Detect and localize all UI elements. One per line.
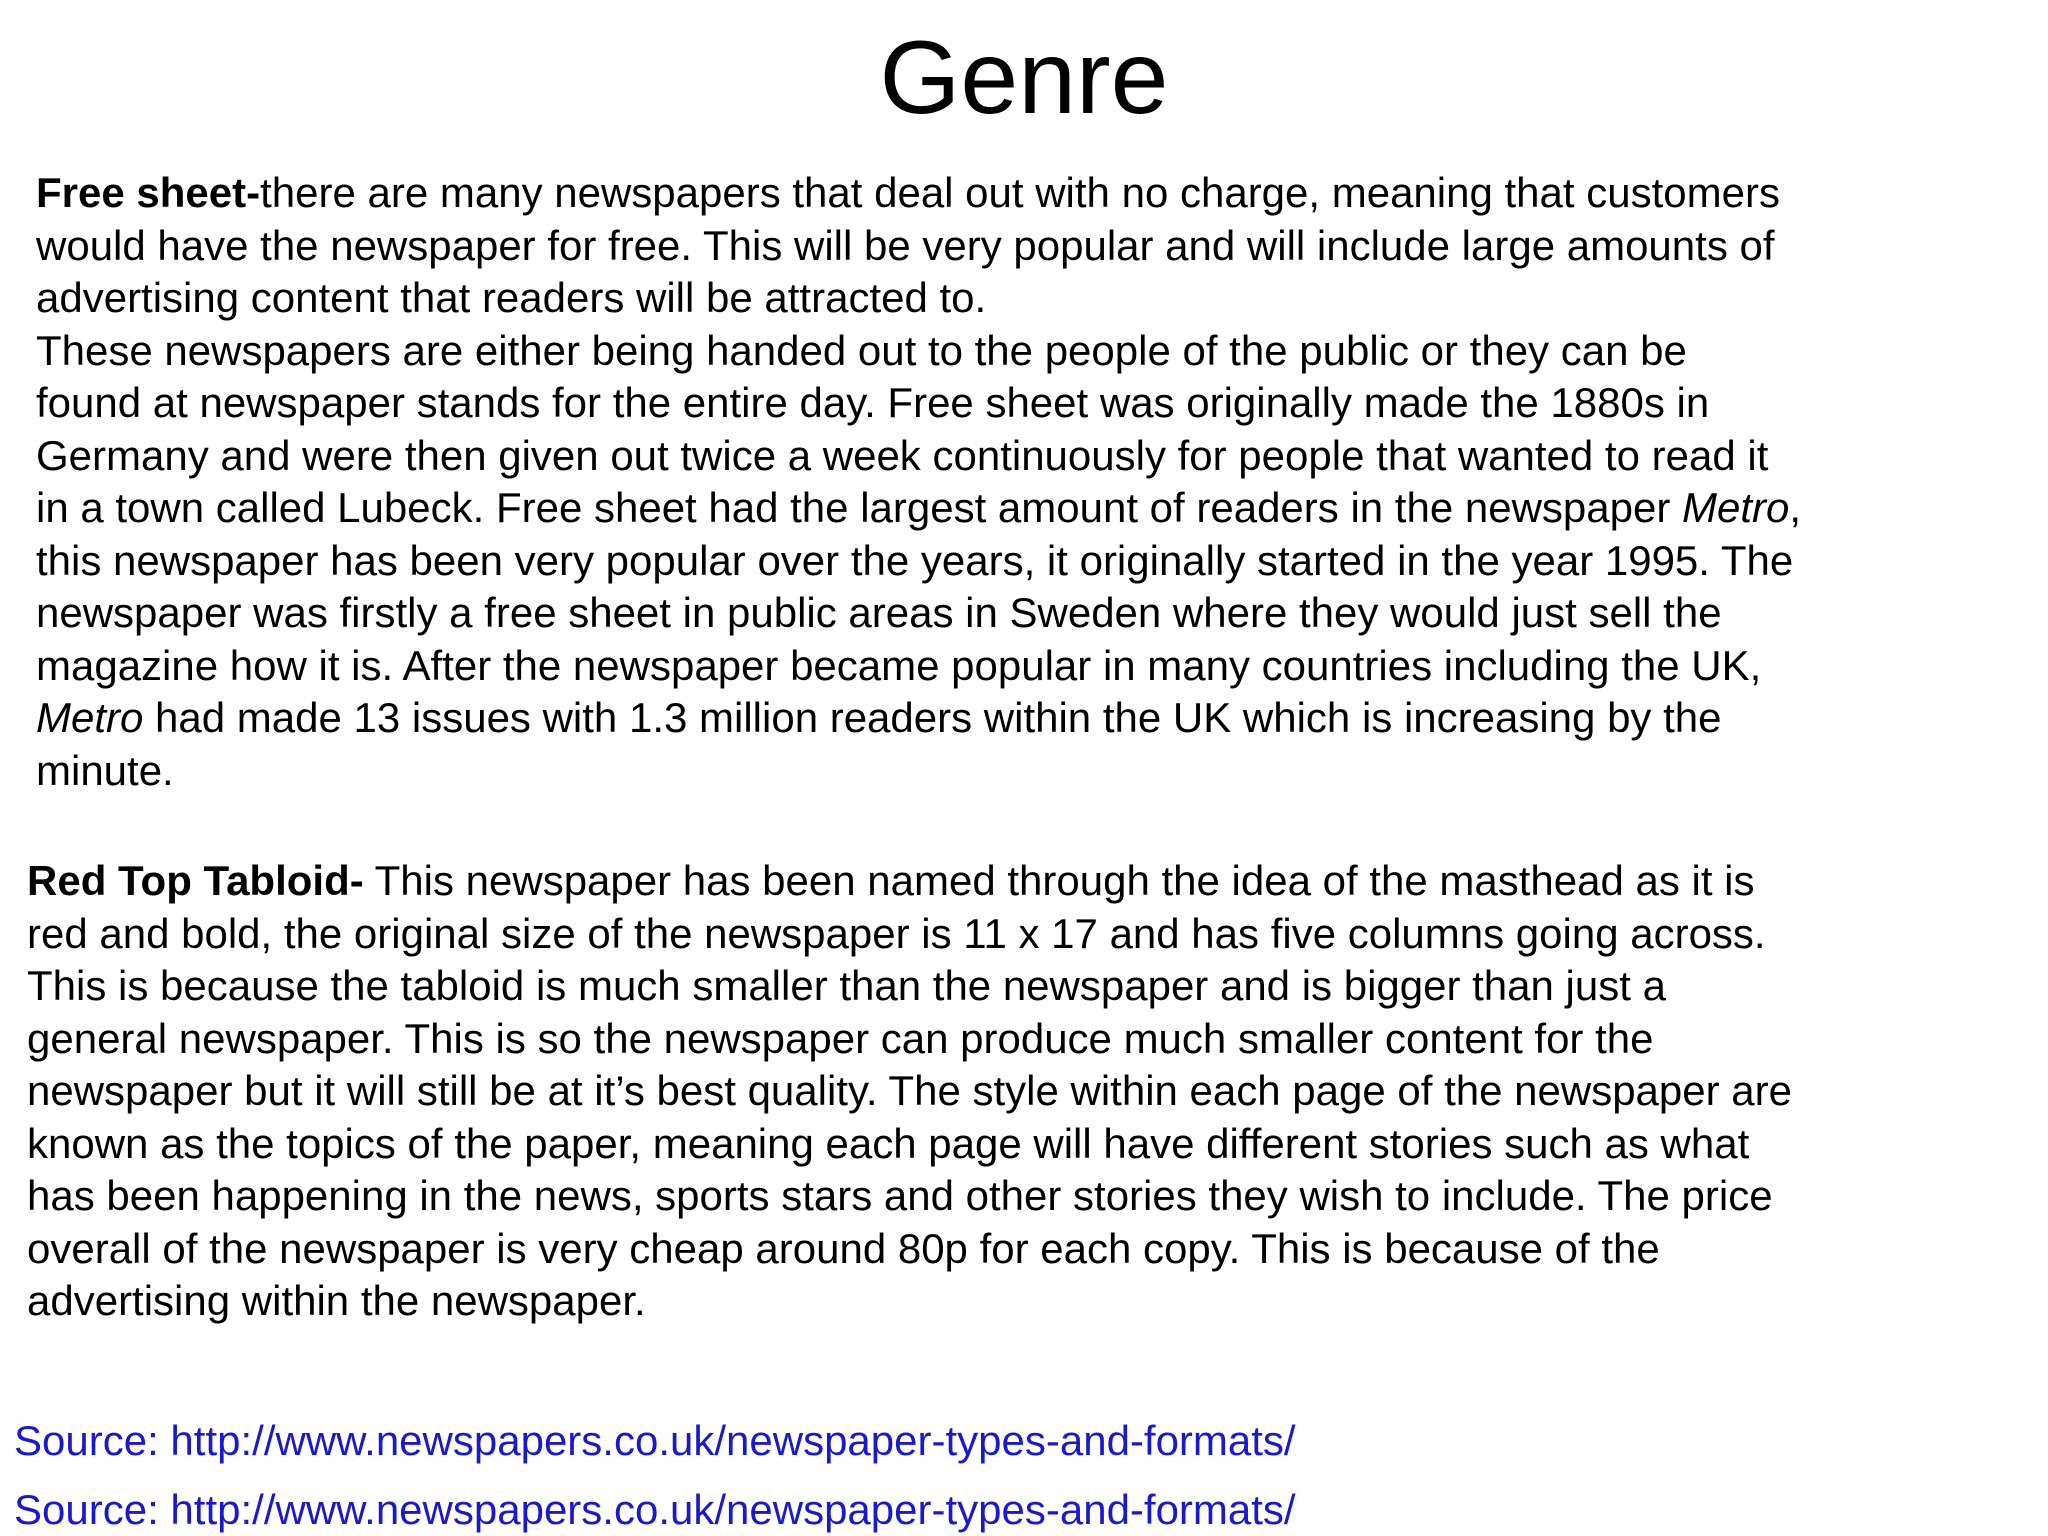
red-top-tabloid-paragraph [27, 855, 1792, 1328]
paragraph-line: These newspapers are either being handed out to the people of the public or they can be [36, 326, 1687, 374]
paragraph-line [27, 855, 1792, 908]
paragraph-line [36, 482, 1801, 535]
paragraph-line: This is because the tabloid is much smaller than the newspaper and is bigger than just a [27, 962, 1666, 1009]
paragraph-line: Germany and were then given out twice a week continuously for people that wanted to read it [36, 431, 1769, 479]
paragraph-line: has been happening in the news, sports stars and other stories they wish to include. The price [27, 1172, 1773, 1219]
source-label: Source: [14, 1486, 171, 1533]
red-top-heading: Red Top Tabloid- [27, 857, 364, 904]
paragraph-line: general newspaper. This is so the newspaper can produce much smaller content for the [27, 1014, 1654, 1062]
paragraph-line [36, 692, 1801, 745]
free-sheet-paragraph [36, 167, 1801, 797]
line-text: there are many newspapers that deal out with no charge, meaning that customers [260, 169, 1780, 216]
line-text: in a town called Lubeck. Free sheet had the largest amount of readers in the newspaper [36, 484, 1682, 531]
free-sheet-heading: Free sheet- [36, 169, 261, 216]
paragraph-line [36, 167, 1801, 220]
line-text: had made 13 issues with 1.3 million readers within the UK which is increasing by the [143, 694, 1722, 741]
source-link[interactable]: http://www.newspapers.co.uk/newspaper-types-and-formats/ [170, 1417, 1296, 1464]
source-citation [14, 1415, 1296, 1467]
paragraph-line: magazine how it is. After the newspaper became popular in many countries including the UK, [36, 641, 1762, 689]
paragraph-line: known as the topics of the paper, meaning each page will have different stories such as what [27, 1119, 1750, 1167]
metro-name: Metro [1682, 484, 1790, 531]
paragraph-line: newspaper but it will still be at it’s best quality. The style within each page of the newspaper are [27, 1067, 1792, 1114]
source-label: Source: [14, 1417, 171, 1464]
metro-name: Metro [36, 694, 144, 741]
paragraph-line: red and bold, the original size of the newspaper is 11 x 17 and has five columns going across. [27, 909, 1766, 957]
source-citation [14, 1484, 1296, 1536]
paragraph-line: would have the newspaper for free. This will be very popular and will include large amounts of [36, 221, 1775, 269]
paragraph-line: newspaper was firstly a free sheet in public areas in Sweden where they would just sell the [36, 589, 1722, 636]
paragraph-line: this newspaper has been very popular over the years, it originally started in the year 1995. The [36, 536, 1794, 584]
line-text: This newspaper has been named through the idea of the masthead as it is [363, 857, 1755, 904]
page-title: Genre [879, 20, 1169, 136]
paragraph-line: minute. [36, 746, 174, 794]
paragraph-line: found at newspaper stands for the entire day. Free sheet was originally made the 1880s in [36, 379, 1710, 426]
source-link[interactable]: http://www.newspapers.co.uk/newspaper-types-and-formats/ [170, 1486, 1296, 1533]
paragraph-line: overall of the newspaper is very cheap around 80p for each copy. This is because of the [27, 1224, 1660, 1272]
line-text: , [1789, 484, 1802, 531]
paragraph-line: advertising within the newspaper. [27, 1277, 646, 1324]
paragraph-line: advertising content that readers will be attracted to. [36, 274, 987, 321]
